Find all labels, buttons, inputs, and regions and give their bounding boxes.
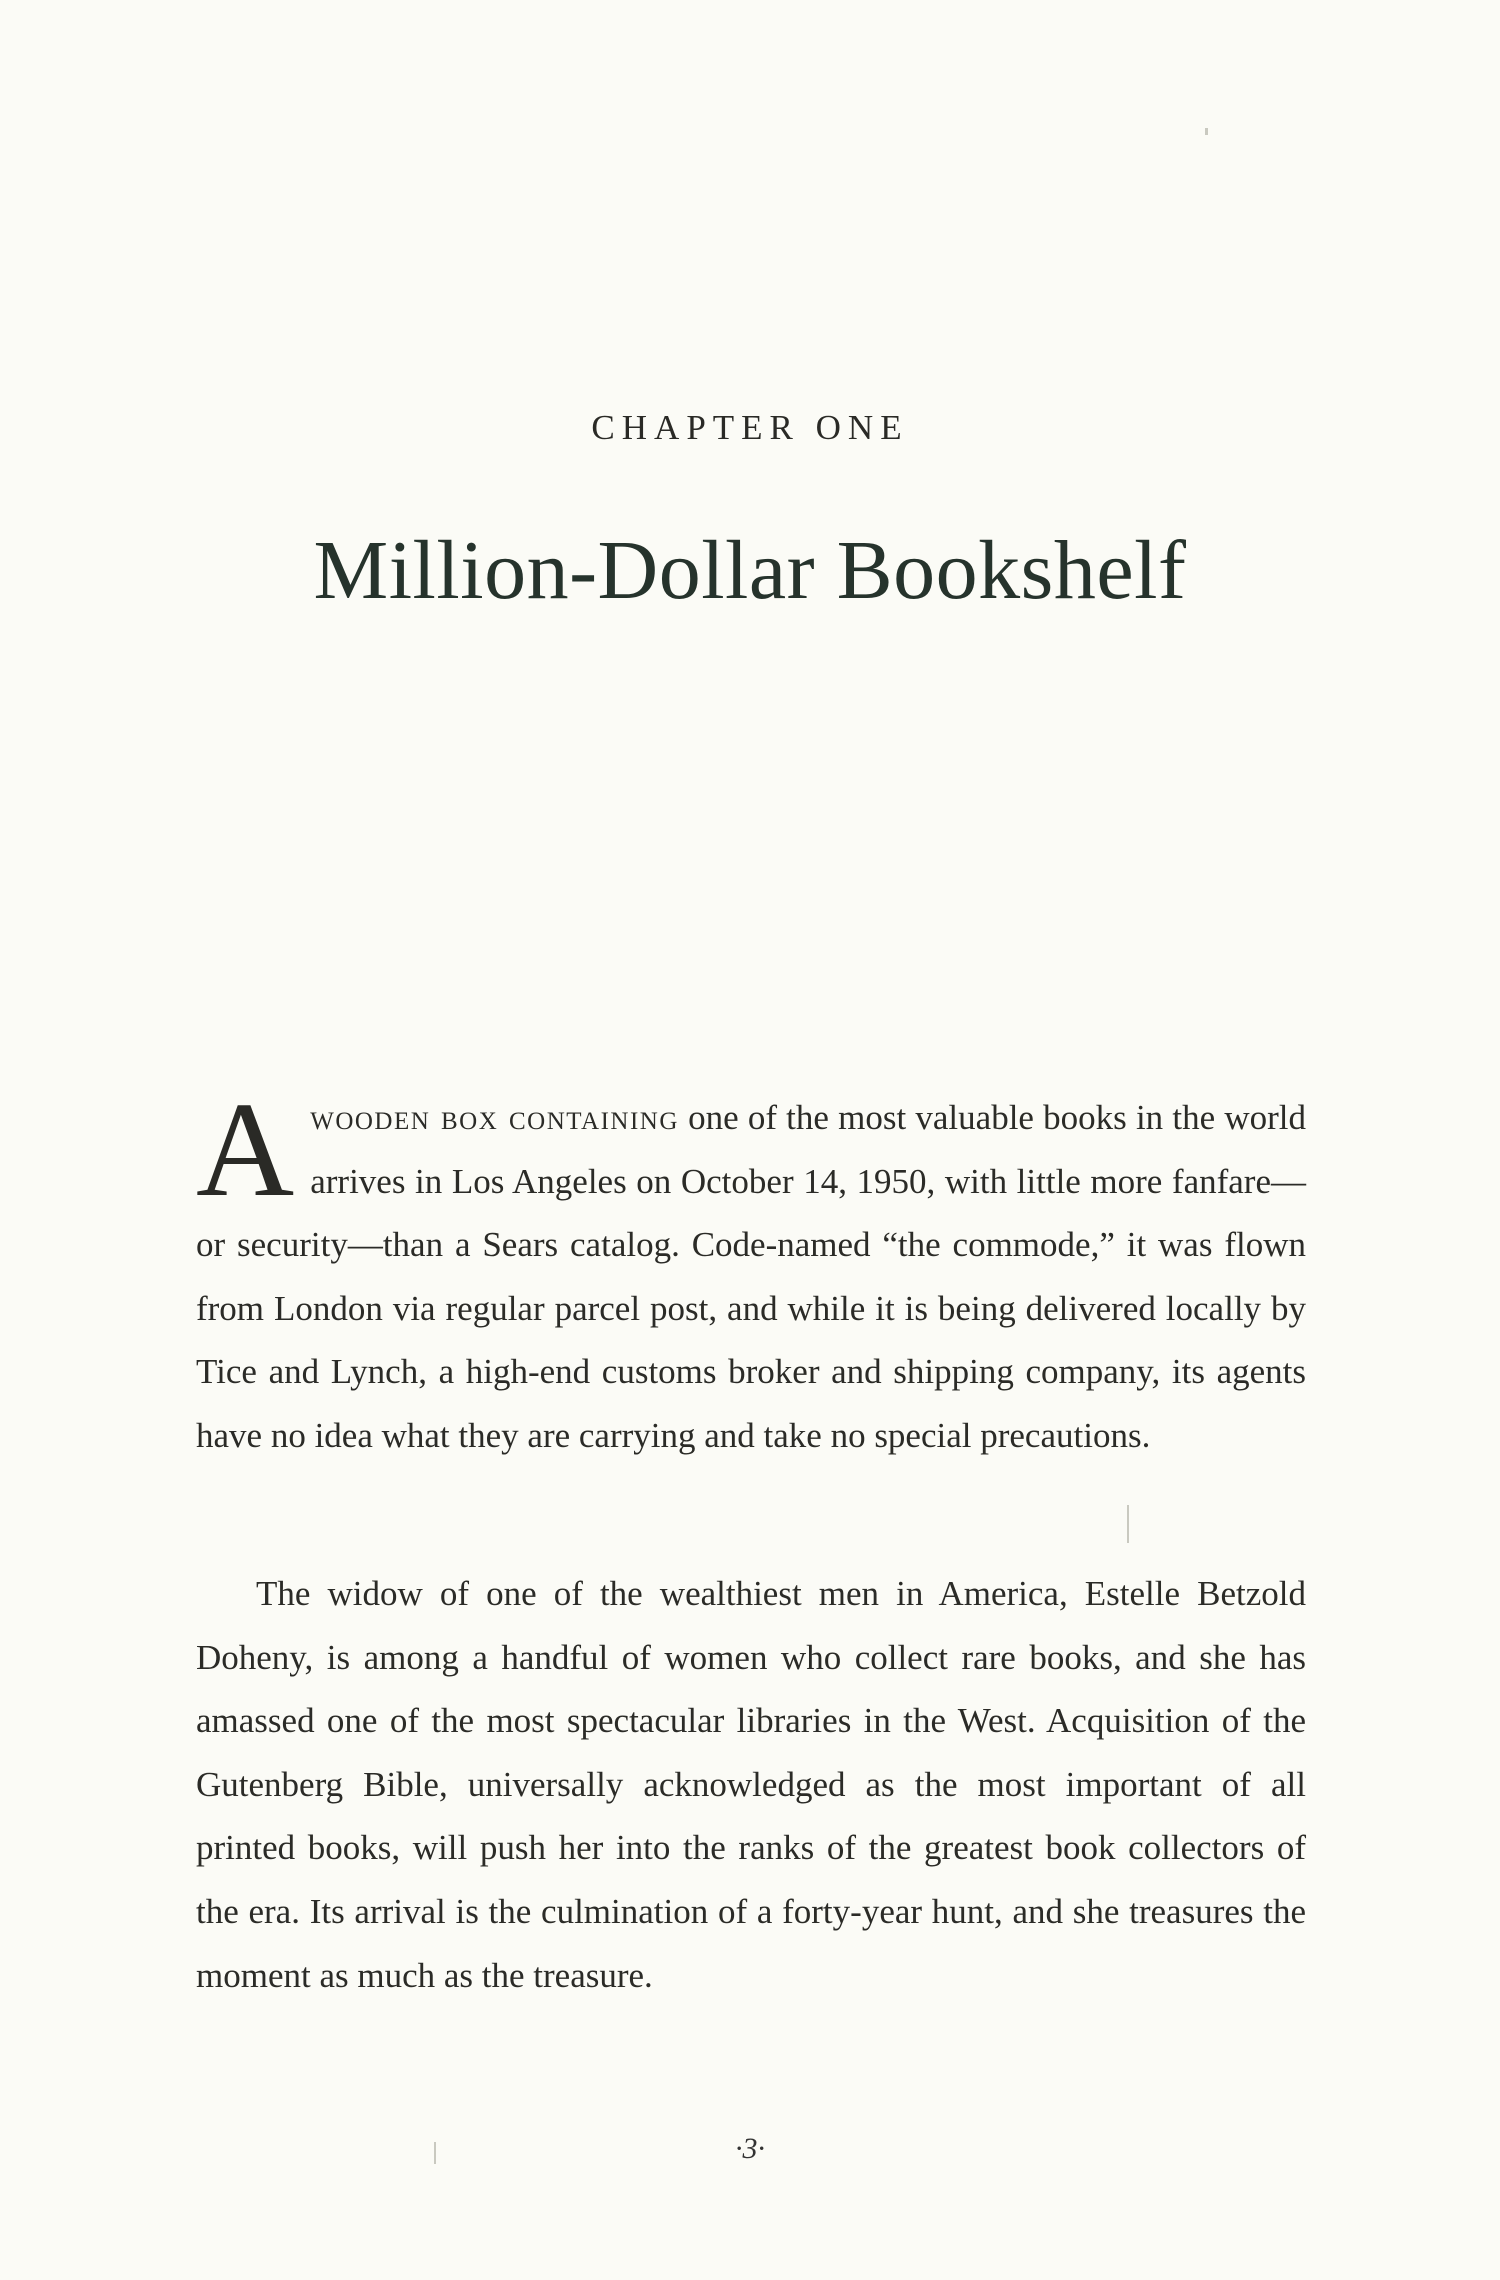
- paragraph-1-text: one of the most valuable books in the world arrives in Los Angeles on October 14, 1950, with little more fanfare—or security—than a Sears catalog. Code-named “the commode,” it was flown from London via regular parcel post, and while it is being delivered locally by Tice and Lynch, a high-end customs broker and shipping company, its agents have no idea what they are carrying and take no special precautions.: [196, 1098, 1306, 1455]
- paragraph-1: [196, 1075, 1306, 1468]
- scan-speck: [1127, 1505, 1129, 1543]
- opening-small-caps: wooden box containing: [310, 1098, 679, 1137]
- scan-speck: [1205, 128, 1208, 135]
- page-number: ·3·: [735, 2132, 765, 2165]
- chapter-title: Million-Dollar Bookshelf: [313, 524, 1187, 617]
- chapter-label: CHAPTER ONE: [591, 408, 909, 447]
- paragraph-2: The widow of one of the wealthiest men in America, Estelle Betzold Doheny, is among a handful of women who collect rare books, and she has amassed one of the most spectacular libraries in the West. Acquisition of the Gutenberg Bible, universally acknowledged as the most important of all printed books, will push her into the ranks of the greatest book collectors of the era. Its arrival is the culmination of a forty-year hunt, and she treasures the moment as much as the treasure.: [196, 1574, 1306, 1995]
- drop-cap: A: [196, 1075, 295, 1225]
